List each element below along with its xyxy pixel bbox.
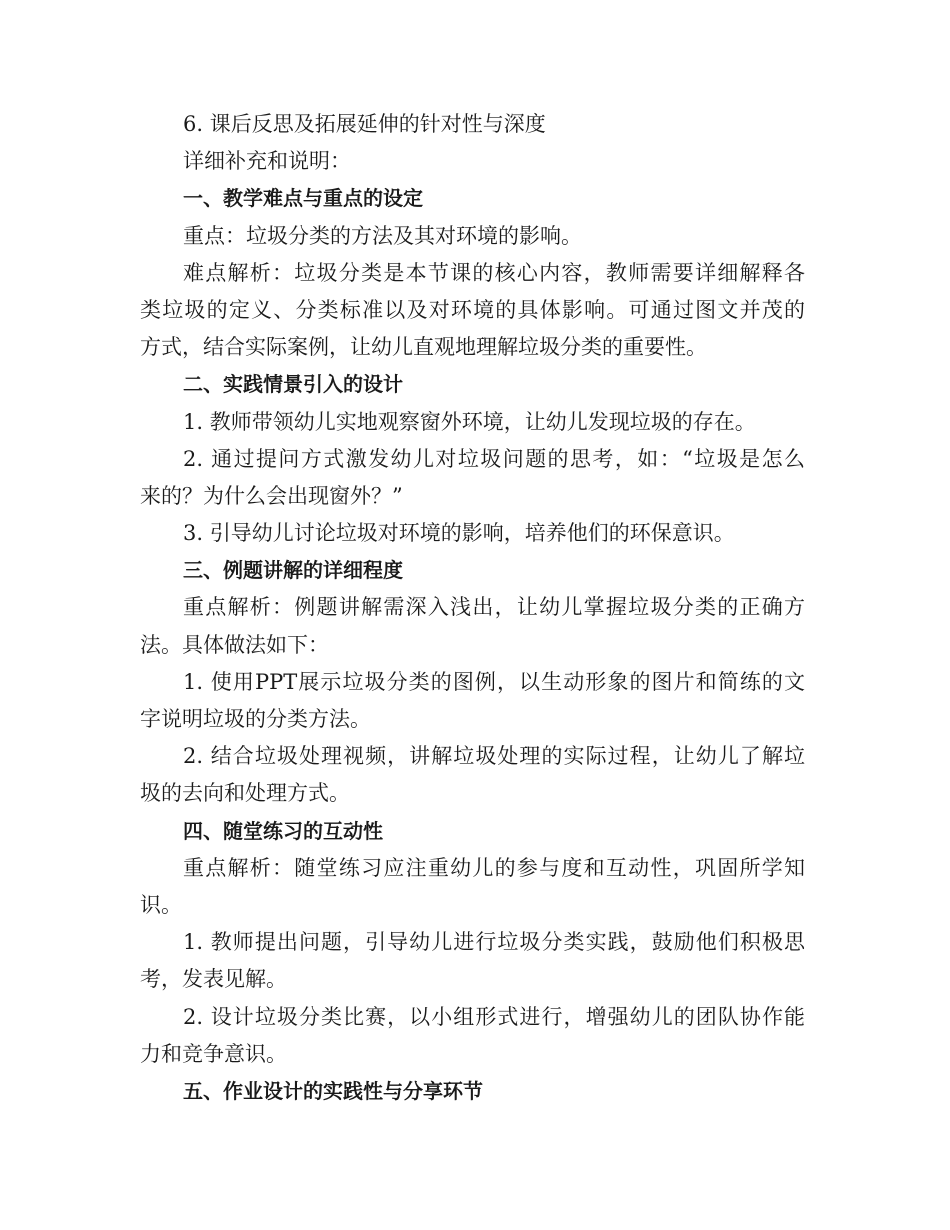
list-item-ppt-line-2: 字说明垃圾的分类方法。: [140, 707, 371, 731]
list-item-reflection: 6. 课后反思及拓展延伸的针对性与深度: [183, 112, 546, 136]
paragraph-example-line-1: 重点解析：例题讲解需深入浅出，让幼儿掌握垃圾分类的正确方: [183, 595, 805, 620]
list-item-contest-line-2: 力和竞争意识。: [140, 1041, 287, 1066]
section-heading-4: 四、随堂练习的互动性: [183, 818, 383, 843]
paragraph-difficulty-line-2: 类垃圾的定义、分类标准以及对环境的具体影响。可通过图文并茂的: [140, 297, 805, 322]
paragraph-keypoint: 重点：垃圾分类的方法及其对环境的影响。: [183, 223, 582, 248]
section-heading-5: 五、作业设计的实践性与分享环节: [183, 1078, 483, 1103]
list-item-video-line-2: 圾的去向和处理方式。: [140, 781, 350, 806]
list-item-sorting-line-2: 考，发表见解。: [140, 967, 287, 992]
paragraph-example-line-2: 法。具体做法如下：: [140, 632, 329, 657]
paragraph-practice-line-2: 识。: [140, 892, 182, 917]
section-heading-3: 三、例题讲解的详细程度: [183, 558, 403, 583]
paragraph-difficulty-line-3: 方式，结合实际案例，让幼儿直观地理解垃圾分类的重要性。: [140, 335, 707, 360]
list-item-video-line-1: 2. 结合垃圾处理视频，讲解垃圾处理的实际过程，让幼儿了解垃: [183, 744, 805, 769]
paragraph-difficulty-line-1: 难点解析：垃圾分类是本节课的核心内容，教师需要详细解释各: [183, 260, 805, 285]
list-item-observe: 1. 教师带领幼儿实地观察窗外环境，让幼儿发现垃圾的存在。: [183, 409, 756, 434]
section-heading-2: 二、实践情景引入的设计: [183, 372, 403, 397]
paragraph-practice-line-1: 重点解析：随堂练习应注重幼儿的参与度和互动性，巩固所学知: [183, 855, 805, 880]
section-heading-1: 一、教学难点与重点的设定: [183, 186, 423, 211]
list-item-question-line-1: 2. 通过提问方式激发幼儿对垃圾问题的思考，如：“垃圾是怎么: [183, 446, 805, 471]
document-page: [140, 106, 805, 1110]
list-item-contest-line-1: 2. 设计垃圾分类比赛，以小组形式进行，增强幼儿的团队协作能: [183, 1004, 805, 1029]
list-item-sorting-line-1: 1. 教师提出问题，引导幼儿进行垃圾分类实践，鼓励他们积极思: [183, 930, 805, 955]
list-item-question-line-2: 来的？为什么会出现窗外？”: [140, 483, 403, 508]
supplement-intro: 详细补充和说明：: [183, 149, 351, 174]
list-item-ppt-line-1: 1. 使用PPT展示垃圾分类的图例，以生动形象的图片和简练的文: [183, 669, 805, 694]
list-item-discuss: 3. 引导幼儿讨论垃圾对环境的影响，培养他们的环保意识。: [183, 521, 735, 546]
